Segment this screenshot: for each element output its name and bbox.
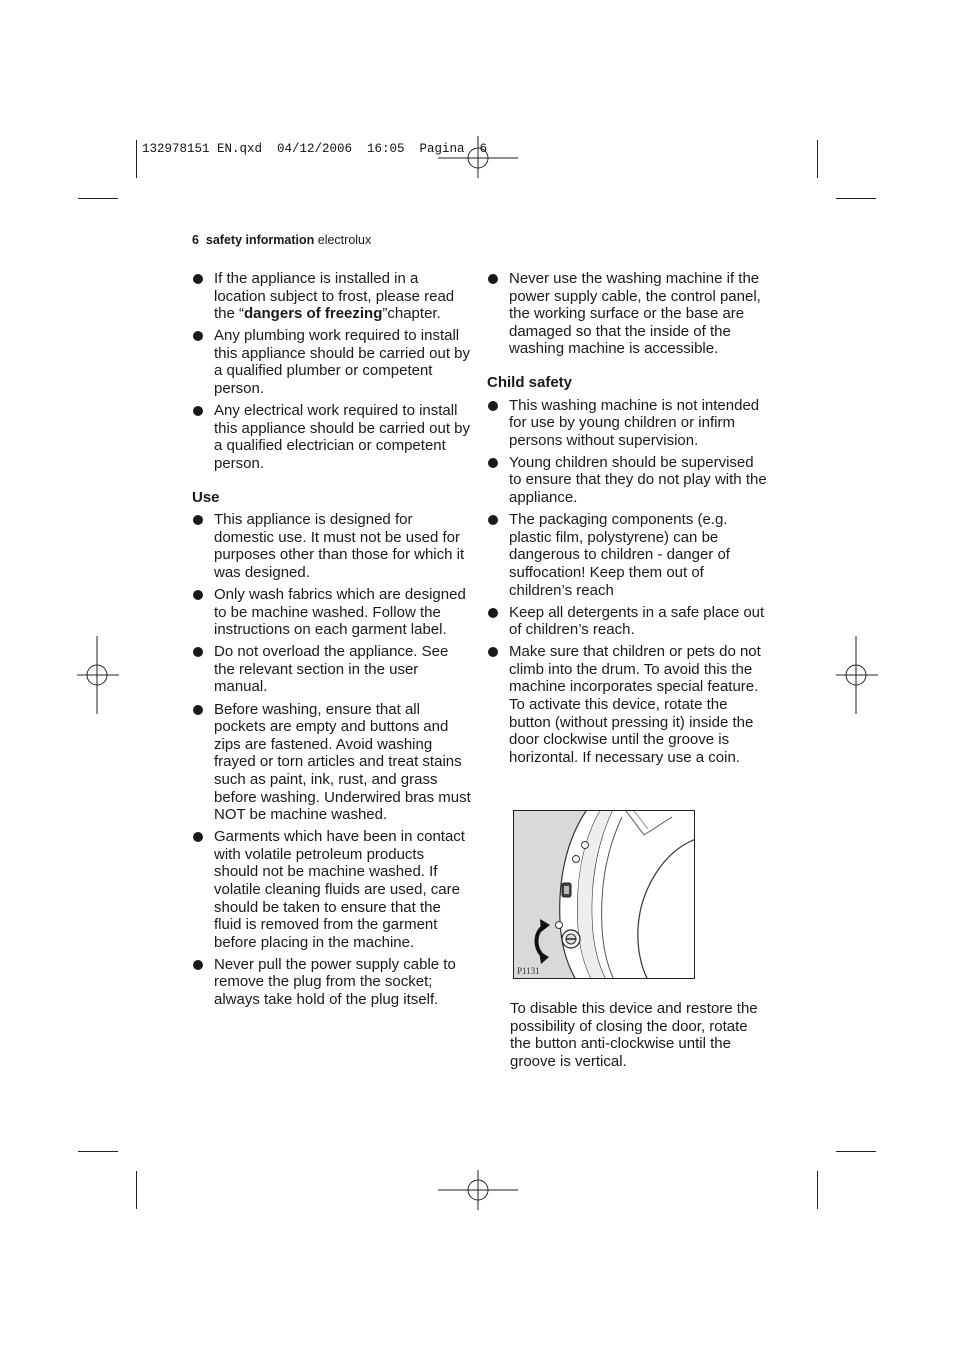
running-head xyxy=(192,233,371,247)
power-list xyxy=(487,270,767,358)
registration-mark-bottom xyxy=(438,1170,518,1212)
list-item: Never use the washing machine if the power supply cable, the control panel, the working surface or the base are damaged so that the inside of the washing machine is accessible. xyxy=(487,270,767,358)
registration-mark-left xyxy=(77,636,119,714)
use-heading: Use xyxy=(192,488,220,506)
list-item: Do not overload the appliance. See the relevant section in the user manual. xyxy=(192,643,472,696)
list-item: This washing machine is not intended for use by young children or infirm persons without supervision. xyxy=(487,397,767,450)
right-column xyxy=(487,270,767,771)
disable-instruction: To disable this device and restore the possibility of closing the door, rotate the button anti-clockwise until the groove is vertical. xyxy=(510,1000,758,1070)
child-safety-list xyxy=(487,397,767,767)
list-item: Any electrical work required to install this appliance should be carried out by a qualified electrician or competent person. xyxy=(192,402,472,472)
page-number: 6 xyxy=(192,233,199,247)
bold-term: dangers of freezing xyxy=(244,305,383,323)
list-item: Keep all detergents in a safe place out of children’s reach. xyxy=(487,604,767,639)
use-list xyxy=(192,511,472,1009)
list-item: Never pull the power supply cable to remove the plug from the socket; always take hold of the plug itself. xyxy=(192,956,472,1009)
list-item: The packaging components (e.g. plastic film, polystyrene) can be dangerous to children - danger of suffocation! Keep them out of children’s reach xyxy=(487,511,767,599)
print-slug: 132978151 EN.qxd 04/12/2006 16:05 Pagina 6 xyxy=(142,142,488,156)
list-item: If the appliance is installed in a location subject to frost, please read the “dangers of freezing”chapter. xyxy=(192,270,472,323)
crop-mark xyxy=(136,140,137,178)
crop-mark xyxy=(836,198,876,199)
list-item: Before washing, ensure that all pockets are empty and buttons and zips are fastened. Avoid washing frayed or torn articles and treat stains such as paint, ink, rust, and grass before washing. Underwired bras must NOT be machine washed. xyxy=(192,701,472,824)
left-column xyxy=(192,270,472,1013)
child-lock-figure xyxy=(513,810,695,979)
list-item: Garments which have been in contact with volatile petroleum products should not be machine washed. If volatile cleaning fluids are used, care should be taken to ensure that the fluid is removed from the garment before placing in the machine. xyxy=(192,828,472,951)
figure-label: P1131 xyxy=(517,966,540,976)
crop-mark xyxy=(817,1171,818,1209)
section-title: safety information xyxy=(205,233,315,247)
registration-mark-top xyxy=(438,132,518,178)
list-item: Make sure that children or pets do not climb into the drum. To avoid this the machine incorporates special feature. To activate this device, rotate the button (without pressing it) inside the door clockwise until the groove is horizontal. If necessary use a coin. xyxy=(487,643,767,766)
registration-mark-right xyxy=(836,636,878,714)
crop-mark xyxy=(836,1151,876,1152)
crop-mark xyxy=(136,1171,137,1209)
list-item: This appliance is designed for domestic use. It must not be used for purposes other than those for which it was designed. xyxy=(192,511,472,581)
list-item: Any plumbing work required to install this appliance should be carried out by a qualified plumber or competent person. xyxy=(192,327,472,397)
list-item: Only wash fabrics which are designed to be machine washed. Follow the instructions on each garment label. xyxy=(192,586,472,639)
door-illustration xyxy=(514,811,695,979)
crop-mark xyxy=(78,1151,118,1152)
crop-mark xyxy=(817,140,818,178)
installation-list xyxy=(192,270,472,473)
crop-mark xyxy=(78,198,118,199)
child-safety-heading: Child safety xyxy=(487,373,573,391)
list-item: Young children should be supervised to ensure that they do not play with the appliance. xyxy=(487,454,767,507)
brand-name: electrolux xyxy=(317,233,372,247)
